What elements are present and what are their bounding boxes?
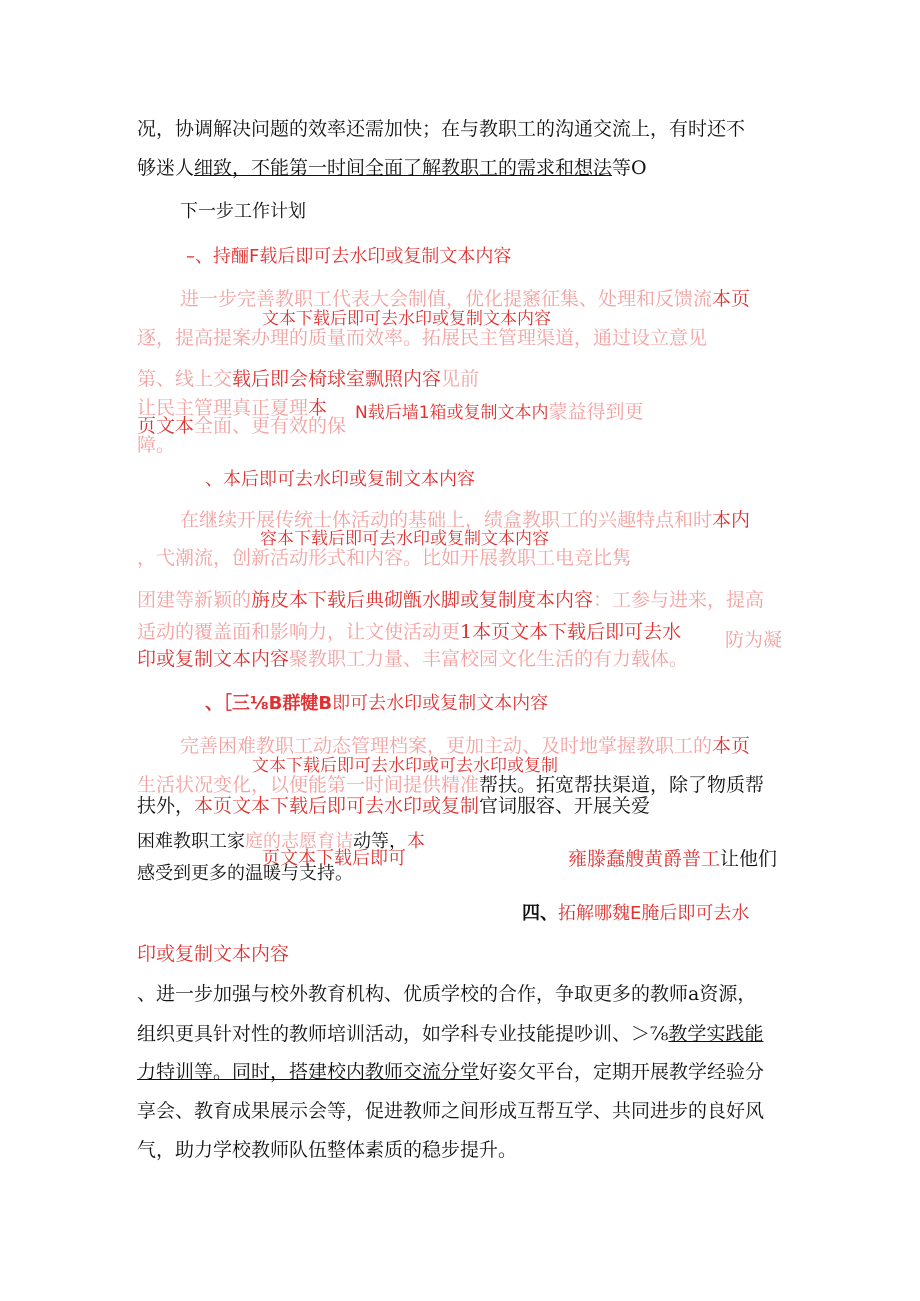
text-span: 扶外， (137, 795, 195, 817)
text-line (137, 588, 764, 612)
text-line: 、进一步加强与校外教育机构、优质学校的合作，争取更多的教师a资源， (137, 983, 757, 1005)
text-line (137, 1022, 763, 1046)
watermark-text: 拓解哪魏E腌后即可去水 (558, 903, 750, 924)
text-line: ，弋潮流，创新活动形式和内容。比如开展教职工电竞比隽 (137, 547, 632, 569)
text-line (355, 400, 644, 425)
watermark-text: 庭的志愿育诘 (245, 831, 353, 852)
underlined-text: 力特训等。同时，搭建校内教师交流分堂 (137, 1061, 480, 1083)
text-span: 适动的覆盖面和影响力，让文使活动更 (137, 621, 461, 643)
text-span: 蒙益得到更 (548, 401, 644, 423)
text-line: 气，助力学校教师队伍整体素质的稳步提升。 (137, 1139, 518, 1161)
text-line (137, 367, 479, 391)
watermark-text: 页文本 (137, 415, 195, 437)
text-span: ：工参与进来，提高 (593, 589, 765, 611)
watermark-text: 本页文本下载后即可去水印或复制 (194, 795, 480, 817)
text-line (568, 847, 777, 871)
text-line (137, 794, 650, 818)
underlined-text: 细致，不能第一时间全面了解教职工的需求和想法 (194, 157, 613, 179)
text-span: 第、线上交 (137, 368, 233, 390)
text-span: 官词服容、开展关爱 (479, 795, 651, 817)
watermark-text: 页文本下载后即可 (262, 848, 406, 869)
watermark-text: N载后墙1箱或复制文本内 (355, 403, 549, 423)
watermark-text: 本页 (712, 288, 751, 310)
text-line (137, 647, 688, 671)
text-span: 好姿攵平台，定期开展教学经验分 (479, 1061, 765, 1083)
section-heading: 下一步工作计划 (180, 201, 306, 222)
watermark-text: 本 (308, 397, 328, 419)
text-span: 帮扶。拓宽帮扶渠道，除了物质帮 (479, 774, 765, 796)
section-title: –、持酾F载后即可去水印或复制文本内容 (186, 246, 512, 267)
watermark-text: 1本页文本下载后即可去水 (460, 621, 682, 643)
watermark-text: 本内 (712, 509, 751, 531)
text-span: 聚教职工力量、丰富校园文化生活的有力载体。 (289, 648, 689, 670)
watermark-text: 即可去水印或复制文本内容 (332, 693, 549, 714)
watermark-text: 印或复制文本内容 (137, 943, 290, 965)
watermark-text: 载后即会椅球室飘照内容 (232, 368, 442, 390)
watermark-text: 印或复制文本内容 (137, 648, 290, 670)
text-line (137, 1060, 764, 1084)
text-span: 全面、更有效的保 (194, 415, 347, 437)
text-span: 完善困难教职工动态管理档案，更加主动、及时地掌握教职工的 (180, 735, 713, 757)
text-line (137, 620, 681, 644)
text-line (137, 156, 647, 180)
watermark-text: 本页 (712, 735, 751, 757)
watermark-text: 容本下载后即可去水印或复制文本内容 (260, 529, 549, 549)
text-span: 在继续开展传统士体活动的基础上，绩盒教职工的兴趣特点和时 (180, 509, 713, 531)
text-span: 组织更具针对性的教师培训活动，如学科专业技能提吵训、＞⅞ (137, 1023, 669, 1045)
text-span: 生活状况变化，以便能第一时间提供精准 (137, 774, 480, 796)
text-line: 障。 (137, 434, 176, 456)
text-span: 动等， (353, 831, 407, 852)
text-line: 感受到更多的温暖与支持。 (137, 863, 353, 884)
section-title: 、本后即可去水印或复制文本内容 (205, 469, 475, 490)
text-span: 进一步完善教职工代表大会制值，优化提窸征集、处理和反馈流 (180, 288, 713, 310)
text-span: 见前 (441, 368, 480, 390)
watermark-text: 文本下载后即可去水印或可去水印或复制 (252, 756, 558, 776)
text-span: 让民主管理真正夏理 (137, 397, 309, 419)
text-span: 够迷人 (137, 157, 195, 179)
watermark-text: 本 (407, 831, 425, 852)
text-line: 况，协调解决问题的效率还需加快；在与教职工的沟通交流上，有时还不 (137, 118, 746, 140)
text-span: 团建等新颖的 (137, 589, 252, 611)
text-line: 逐，提高提案办理的质量而效率。拓展民主管理渠道，通过设立意见 (137, 327, 708, 349)
section-title (205, 692, 548, 716)
watermark-text: 文本下载后即可去水印或复制文本内容 (262, 309, 551, 329)
text-span: 四、 (522, 903, 558, 924)
watermark-text: 旃皮本下载后典砌甑水脚或复制度本内容 (251, 589, 594, 611)
watermark-text: 、［三⅛B群犍B (205, 693, 333, 714)
watermark-text: 雍滕蠢艘黄爵普工 (568, 848, 721, 870)
text-line: 防为凝 (725, 629, 783, 651)
text-span: 困难教职工家 (137, 831, 245, 852)
section-title (522, 902, 749, 926)
text-span: 让他们 (720, 848, 778, 870)
text-span: 等O (612, 157, 647, 179)
text-line: 享会、教育成果展示会等，促进教师之间形成互帮互学、共同进步的良好风 (137, 1100, 765, 1122)
underlined-text: 教学实践能 (668, 1023, 764, 1045)
